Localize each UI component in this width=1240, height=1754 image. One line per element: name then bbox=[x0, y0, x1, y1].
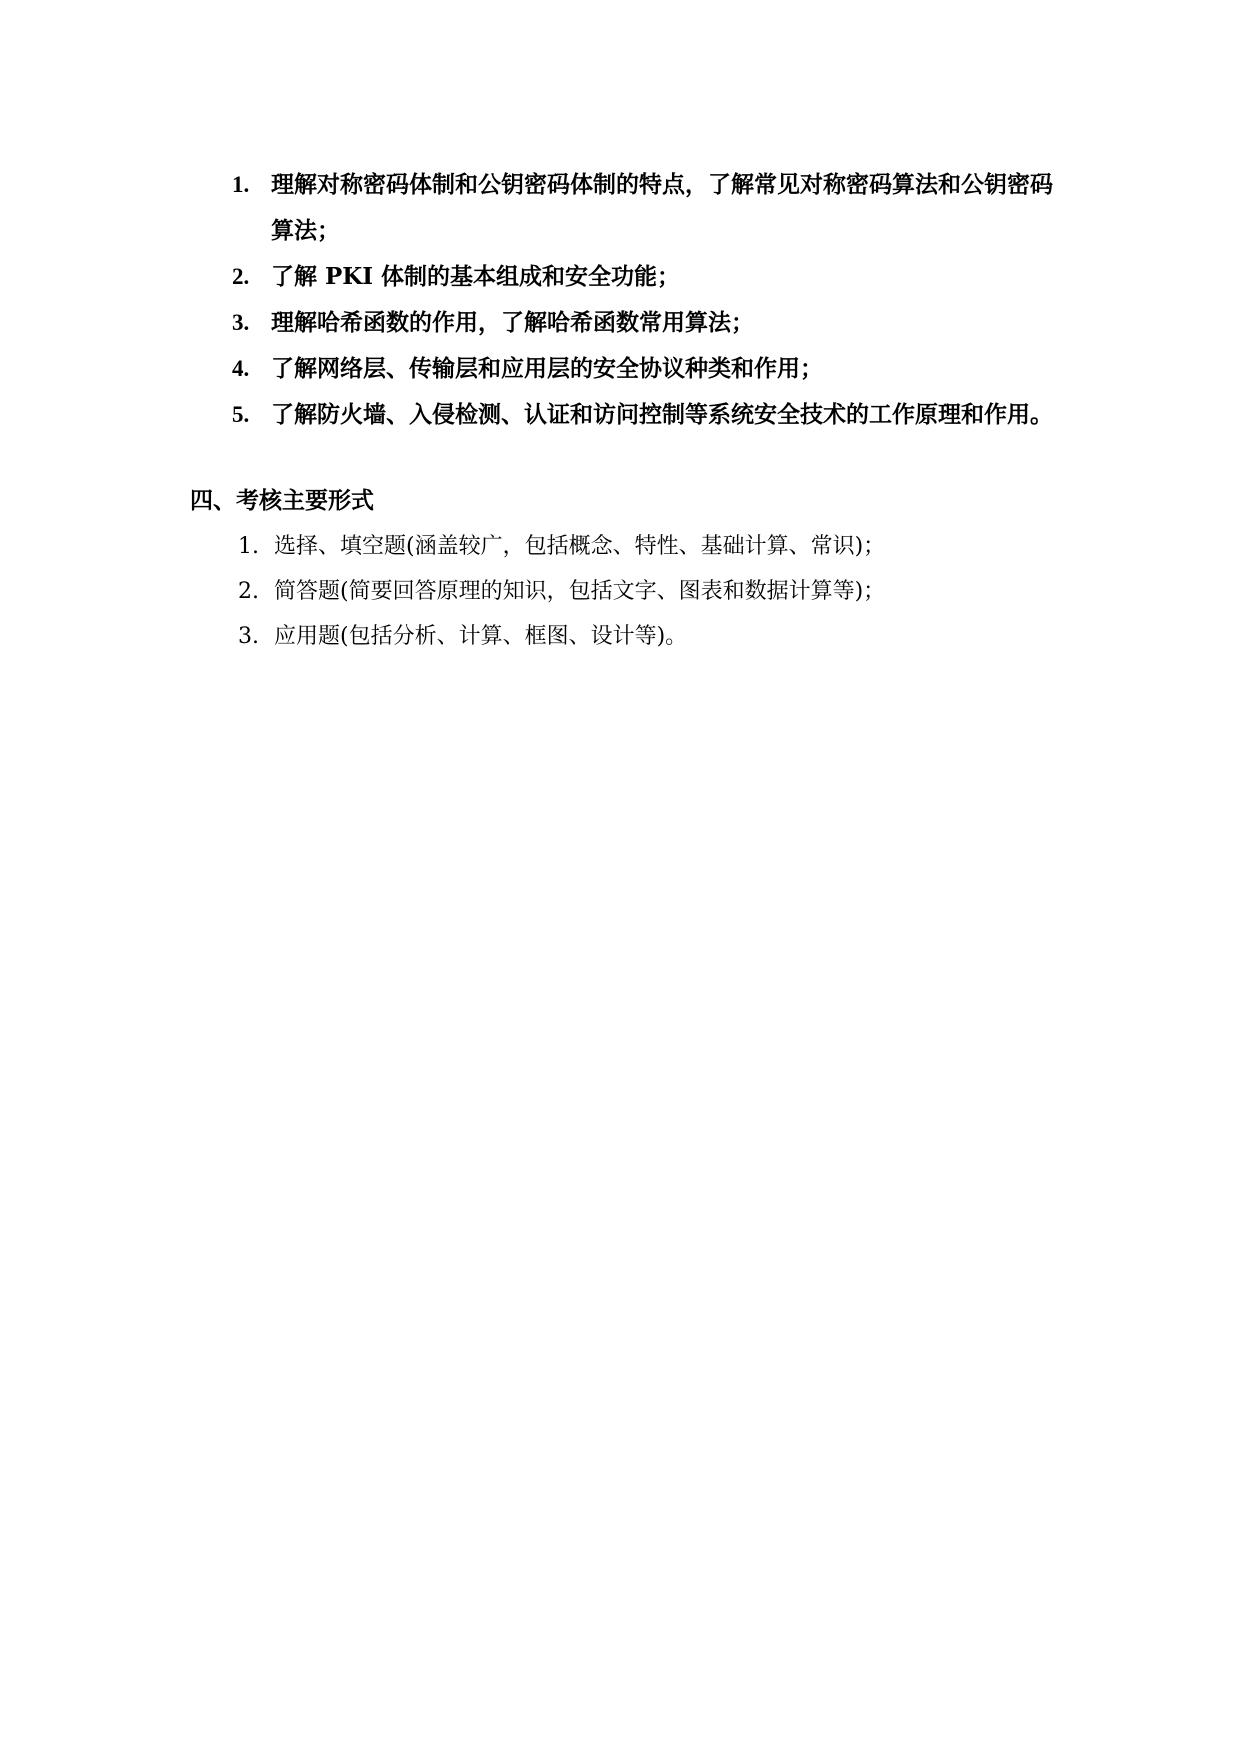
section-heading-exam-format: 四、考核主要形式 bbox=[190, 487, 374, 514]
requirement-text: 了解网络层、传输层和应用层的安全协议种类和作用； bbox=[271, 355, 823, 382]
requirements-list bbox=[232, 162, 1062, 438]
exam-format-text: 简答题(简要回答原理的知识，包括文字、图表和数据计算等)； bbox=[274, 579, 886, 604]
exam-format-number: 2. bbox=[238, 579, 259, 604]
requirement-number: 1. bbox=[232, 172, 250, 197]
requirement-number: 4. bbox=[232, 356, 250, 381]
exam-format-number: 1. bbox=[238, 534, 259, 559]
requirement-number: 3. bbox=[232, 310, 250, 335]
requirement-number: 2. bbox=[232, 264, 250, 289]
requirement-item-2 bbox=[232, 254, 1062, 300]
exam-format-list bbox=[238, 524, 1068, 659]
requirement-number: 5. bbox=[232, 402, 250, 427]
exam-format-text: 应用题(包括分析、计算、框图、设计等)。 bbox=[274, 624, 688, 649]
requirement-item-4 bbox=[232, 346, 1062, 392]
requirement-text: 理解哈希函数的作用，了解哈希函数常用算法； bbox=[271, 309, 754, 336]
requirement-text: 了解防火墙、入侵检测、认证和访问控制等系统安全技术的工作原理和作用。 bbox=[271, 401, 1053, 428]
requirement-item-3 bbox=[232, 300, 1062, 346]
exam-format-number: 3. bbox=[238, 624, 259, 649]
exam-format-item-2 bbox=[238, 569, 1068, 614]
requirement-text: 理解对称密码体制和公钥密码体制的特点，了解常见对称密码算法和公钥密码算法； bbox=[271, 171, 1053, 244]
requirement-item-1 bbox=[232, 162, 1062, 254]
exam-format-item-1 bbox=[238, 524, 1068, 569]
exam-format-text: 选择、填空题(涵盖较广，包括概念、特性、基础计算、常识)； bbox=[274, 534, 886, 559]
requirement-text: 了解 PKI 体制的基本组成和安全功能； bbox=[271, 263, 681, 290]
exam-format-item-3 bbox=[238, 614, 1068, 659]
requirement-item-5 bbox=[232, 392, 1062, 438]
